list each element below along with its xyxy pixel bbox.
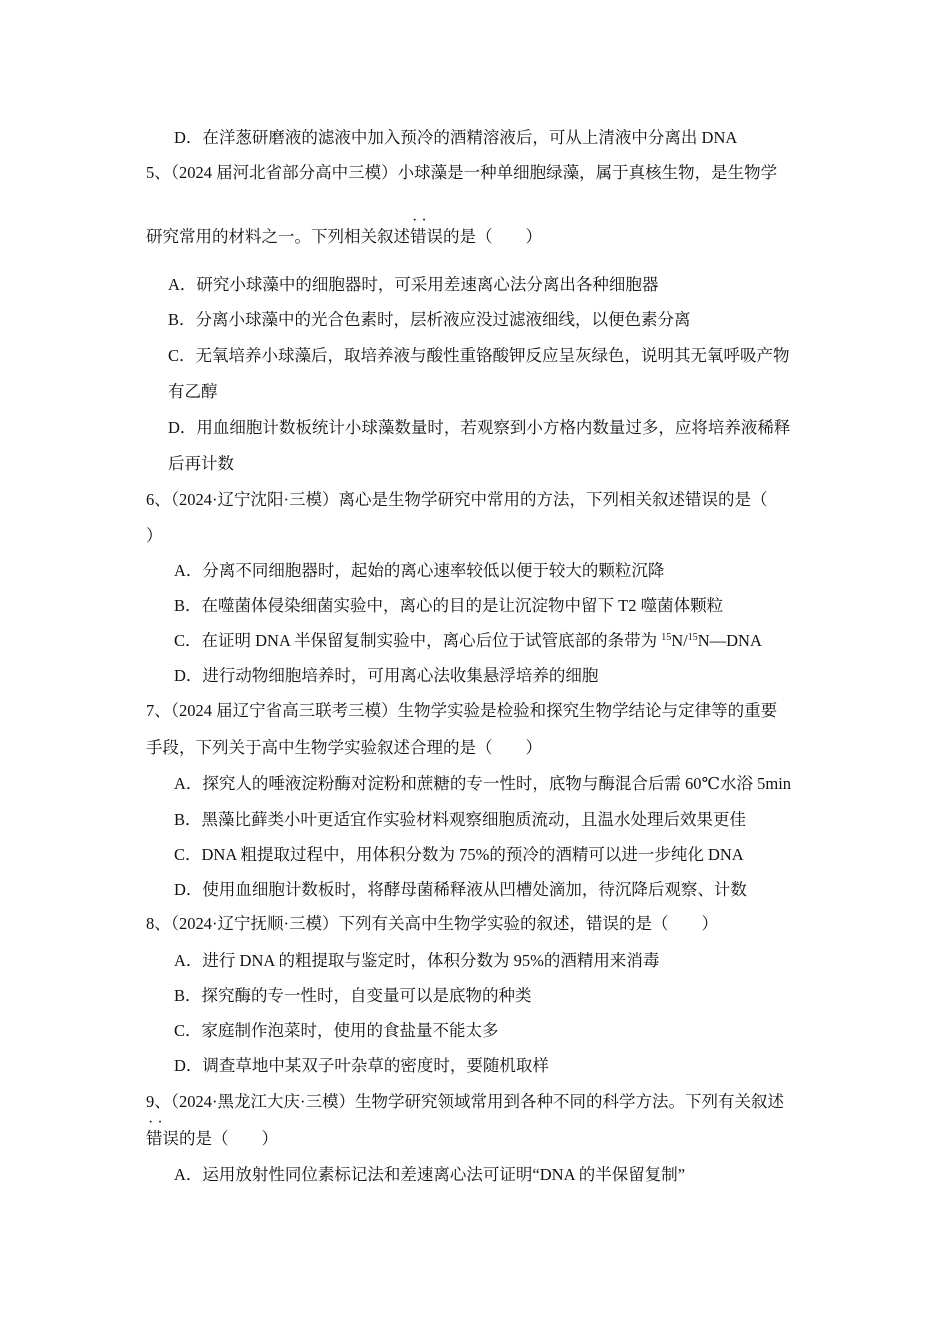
q5-stem-line2	[146, 227, 542, 247]
q6-stem-line1: 6、（2024·辽宁沈阳·三模）离心是生物学研究中常用的方法，下列相关叙述错误的是（	[146, 490, 768, 509]
q6-option-c-text: C．在证明 DNA 半保留复制实验中，离心后位于试管底部的条带为	[174, 631, 662, 650]
q9-emphasis-word: · · 错误	[146, 1129, 179, 1149]
q9-option-a: A．运用放射性同位素标记法和差速离心法可证明“DNA 的半保留复制”	[174, 1165, 686, 1184]
q6-option-a: A．分离不同细胞器时，起始的离心速率较低以便于较大的颗粒沉降	[174, 561, 665, 580]
q5-stem-tail: 的是（ ）	[443, 227, 542, 246]
q7-stem-line1: 7、（2024 届辽宁省高三联考三模）生物学实验是检验和探究生物学结论与定律等的重要	[146, 701, 778, 720]
q6-option-d: D．进行动物细胞培养时，可用离心法收集悬浮培养的细胞	[174, 666, 599, 685]
q7-stem-line2: 手段，下列关于高中生物学实验叙述合理的是（ ）	[146, 738, 542, 757]
q7-option-b: B．黑藻比藓类小叶更适宜作实验材料观察细胞质流动，且温水处理后效果更佳	[174, 810, 747, 829]
q9-stem-line1: 9、（2024·黑龙江大庆·三模）生物学研究领域常用到各种不同的科学方法。下列有关叙述	[146, 1092, 784, 1111]
q5-option-a: A．研究小球藻中的细胞器时，可采用差速离心法分离出各种细胞器	[168, 275, 659, 294]
q8-option-a: A．进行 DNA 的粗提取与鉴定时，体积分数为 95%的酒精用来消毒	[174, 951, 660, 970]
q5-emphasis-word: · · 错误	[410, 227, 443, 247]
q4-option-d: D．在洋葱研磨液的滤液中加入预冷的酒精溶液后，可从上清液中分离出 DNA	[174, 128, 738, 147]
q7-option-c: C．DNA 粗提取过程中，用体积分数为 75%的预冷的酒精可以进一步纯化 DNA	[174, 845, 744, 864]
isotope-superscript: 15	[687, 632, 698, 643]
q8-stem: 8、（2024·辽宁抚顺·三模）下列有关高中生物学实验的叙述，错误的是（ ）	[146, 914, 718, 933]
q5-option-c-line2: 有乙醇	[168, 382, 218, 401]
q5-stem-line1: 5、（2024 届河北省部分高中三模）小球藻是一种单细胞绿藻，属于真核生物，是生物学	[146, 163, 778, 182]
q8-option-d: D．调查草地中某双子叶杂草的密度时，要随机取样	[174, 1056, 549, 1075]
q5-option-d-line1: D．用血细胞计数板统计小球藻数量时，若观察到小方格内数量过多，应将培养液稀释	[168, 418, 791, 437]
isotope-superscript: 15	[661, 632, 672, 643]
q8-option-b: B．探究酶的专一性时，自变量可以是底物的种类	[174, 986, 532, 1005]
q6-option-c-tail: N—DNA	[697, 631, 762, 650]
q9-stem-tail: 的是（ ）	[179, 1129, 278, 1148]
q6-stem-line2: ）	[146, 526, 163, 545]
q8-option-c: C．家庭制作泡菜时，使用的食盐量不能太多	[174, 1021, 499, 1040]
q5-stem-text: 研究常用的材料之一。下列相关叙述	[146, 227, 410, 246]
q6-option-c	[174, 631, 762, 651]
q9-stem-line2	[146, 1129, 278, 1149]
q5-option-d-line2: 后再计数	[168, 454, 234, 473]
q7-option-a: A．探究人的唾液淀粉酶对淀粉和蔗糖的专一性时，底物与酶混合后需 60℃水浴 5min	[174, 774, 792, 793]
q5-option-c-line1: C．无氧培养小球藻后，取培养液与酸性重铬酸钾反应呈灰绿色，说明其无氧呼吸产物	[168, 346, 790, 365]
q5-option-b: B．分离小球藻中的光合色素时，层析液应没过滤液细线，以便色素分离	[168, 310, 691, 329]
q6-option-c-mid: N/	[671, 631, 688, 650]
q7-option-d: D．使用血细胞计数板时，将酵母菌稀释液从凹槽处滴加，待沉降后观察、计数	[174, 880, 747, 899]
q6-option-b: B．在噬菌体侵染细菌实验中，离心的目的是让沉淀物中留下 T2 噬菌体颗粒	[174, 596, 724, 615]
